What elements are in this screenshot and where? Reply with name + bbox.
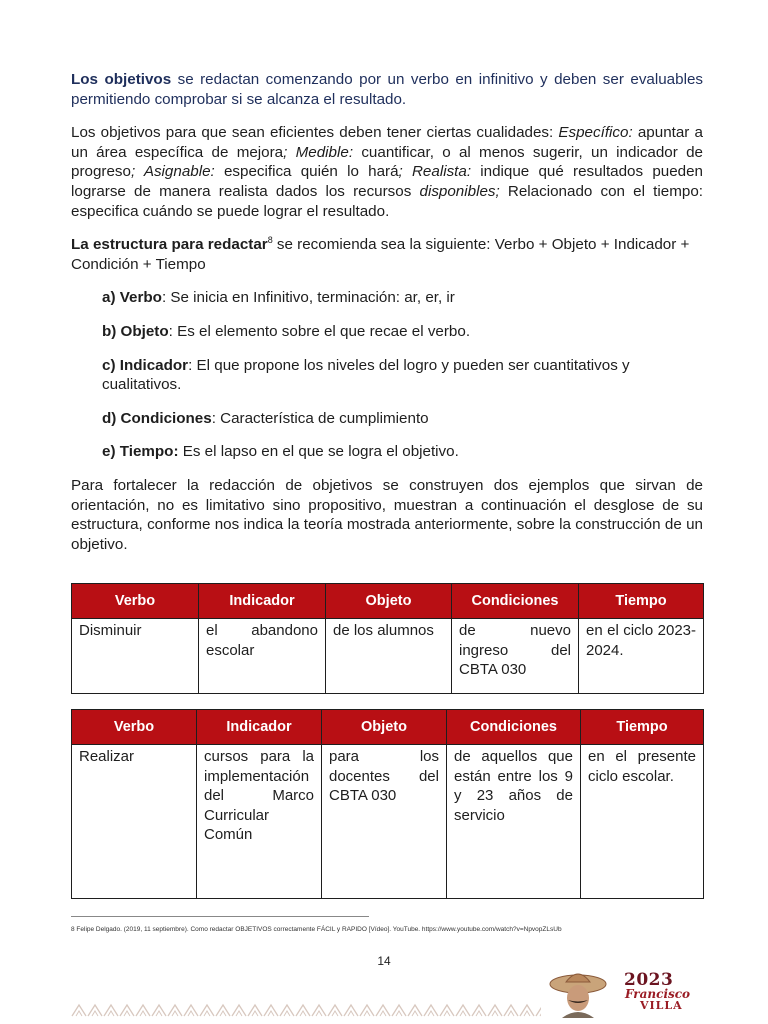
header-verbo: Verbo bbox=[72, 710, 197, 745]
cell-objeto: para los docentes del CBTA 030 bbox=[322, 745, 447, 899]
intro-text: se redactan comenzando por un verbo en infinitivo y deben ser evaluables permitiendo comprobar si se alcanza el resultado. bbox=[71, 71, 703, 108]
quality-realista: ; Realista: bbox=[398, 163, 472, 181]
greca-border-icon bbox=[71, 1003, 541, 1018]
table-row bbox=[72, 619, 704, 694]
footnote: 8 Felipe Delgado. (2019, 11 septiembre). Como redactar OBJETIVOS correctamente FÁCIL y RAPIDO [Vídeo]. YouTube. https://www.youtube.com/watch?v=NpvopZLsUb bbox=[71, 926, 562, 933]
qualities-text-3: cuantificar, o al menos sugerir, un indicador de progreso bbox=[71, 143, 703, 181]
header-tiempo: Tiempo bbox=[579, 584, 704, 619]
qualities-text-5: indique qué resultados pueden lograrse de manera realista dados los recursos bbox=[71, 163, 703, 200]
qualities-paragraph bbox=[71, 123, 703, 221]
quality-especifico: Específico: bbox=[558, 124, 633, 142]
intro-paragraph bbox=[71, 70, 703, 109]
table-header-row bbox=[72, 584, 704, 619]
header-condiciones: Condiciones bbox=[447, 710, 581, 745]
item-text: : El que propone los niveles del logro y pueden ser cuantitativos y cualitativos. bbox=[102, 356, 630, 394]
qualities-text-6: Relacionado con el tiempo: especifica cuándo se puede lograr el resultado. bbox=[71, 182, 703, 220]
item-label: a) Verbo bbox=[102, 289, 162, 307]
header-indicador: Indicador bbox=[199, 584, 326, 619]
item-label: d) Condiciones bbox=[102, 409, 212, 427]
logo-name-first: Francisco bbox=[625, 987, 691, 1001]
cell-verbo: Realizar bbox=[72, 745, 197, 899]
header-tiempo: Tiempo bbox=[581, 710, 704, 745]
table-header-row bbox=[72, 710, 704, 745]
header-condiciones: Condiciones bbox=[452, 584, 579, 619]
header-objeto: Objeto bbox=[322, 710, 447, 745]
qualities-text-1: Los objetivos para que sean eficientes deben tener ciertas cualidades: bbox=[71, 124, 559, 142]
item-label: b) Objeto bbox=[102, 322, 169, 340]
item-text: Es el lapso en el que se logra el objetivo. bbox=[178, 443, 459, 461]
header-verbo: Verbo bbox=[72, 584, 199, 619]
structure-item-objeto bbox=[71, 322, 703, 342]
cell-tiempo: en el presente ciclo escolar. bbox=[581, 745, 704, 899]
structure-item-tiempo bbox=[71, 442, 703, 462]
example-table-2 bbox=[71, 709, 704, 899]
item-text: : Es el elemento sobre el que recae el verbo. bbox=[168, 322, 471, 340]
cell-condiciones: de nuevo ingreso del CBTA 030 bbox=[452, 619, 579, 694]
structure-paragraph bbox=[71, 235, 703, 274]
intro-strong: Los objetivos bbox=[71, 71, 172, 88]
item-label: e) Tiempo: bbox=[102, 443, 179, 461]
quality-medible: ; Medible: bbox=[283, 143, 354, 161]
cell-verbo: Disminuir bbox=[72, 619, 199, 694]
cell-tiempo: en el ciclo 2023-2024. bbox=[579, 619, 704, 694]
structure-item-indicador bbox=[71, 356, 703, 395]
page-body bbox=[71, 70, 703, 554]
header-objeto: Objeto bbox=[326, 584, 452, 619]
structure-strong: La estructura para redactar bbox=[71, 236, 268, 254]
example-table-1 bbox=[71, 583, 704, 694]
footnote-divider bbox=[71, 916, 369, 917]
item-text: : Se inicia en Infinitivo, terminación: ar, er, ir bbox=[161, 289, 455, 307]
structure-item-condiciones bbox=[71, 409, 703, 429]
logo-name-last: VILLA bbox=[640, 999, 683, 1012]
logo-year: 2023 bbox=[624, 970, 674, 990]
quality-asignable: ; Asignable: bbox=[130, 163, 215, 181]
qualities-text-2: apuntar a un área específica de mejora bbox=[71, 124, 703, 161]
structure-item-verbo bbox=[71, 288, 703, 308]
page-number: 14 bbox=[377, 954, 391, 968]
qualities-text-4: especifica quién lo hará bbox=[214, 163, 399, 181]
cell-indicador: cursos para la implementación del Marco Curricular Común bbox=[197, 745, 322, 899]
structure-text: se recomienda sea la siguiente: Verbo + Objeto + Indicador + Condición + Tiempo bbox=[71, 236, 690, 273]
examples-paragraph: Para fortalecer la redacción de objetivos se construyen dos ejemplos que sirvan de orientación, no es limitativo sino propositivo, muestran a continuación el desglose de su estructura, conforme nos indica la teoría mostrada anteriormente, sobre la construcción de un objetivo. bbox=[71, 476, 703, 553]
footnote-ref: 8 bbox=[267, 235, 273, 246]
item-label: c) Indicador bbox=[102, 356, 189, 374]
quality-disponibles: disponibles; bbox=[419, 182, 500, 200]
table-row bbox=[72, 745, 704, 899]
cell-indicador: el abandono escolar bbox=[199, 619, 326, 694]
header-indicador: Indicador bbox=[197, 710, 322, 745]
cell-condiciones: de aquellos que están entre los 9 y 23 años de servicio bbox=[447, 745, 581, 899]
item-text: : Característica de cumplimiento bbox=[211, 409, 429, 427]
cell-objeto: de los alumnos bbox=[326, 619, 452, 694]
